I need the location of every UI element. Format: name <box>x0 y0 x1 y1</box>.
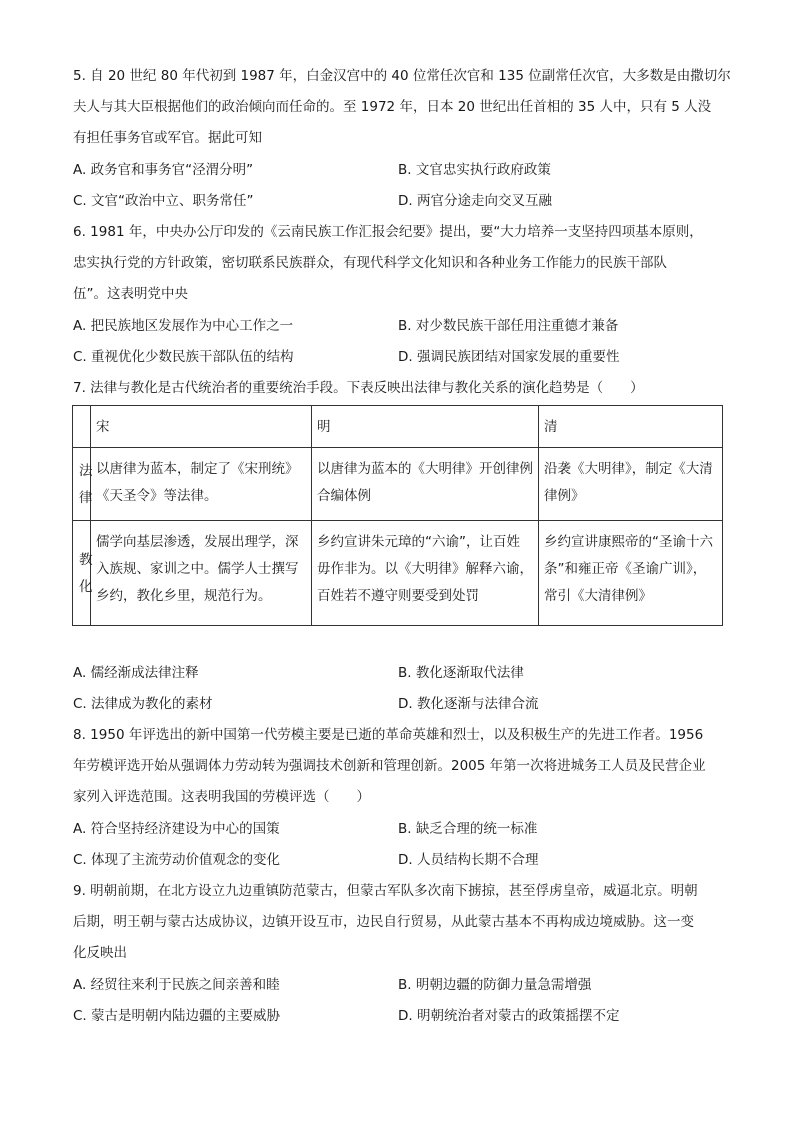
q7-header-ming: 明 <box>312 406 539 448</box>
q7-stem: 7. 法律与教化是古代统治者的重要统治手段。下表反映出法律与教化关系的演化趋势是（ ） <box>73 380 644 396</box>
q7-table-row-law <box>73 448 723 521</box>
q7-cell-law-song: 以唐律为蓝本，制定了《宋刑统》《天圣令》等法律。 <box>91 448 312 521</box>
q5-option-b: B. 文官忠实执行政府政策 <box>398 162 551 178</box>
q7-row-head-law-char-2: 律 <box>79 490 93 506</box>
q8-stem-line-1: 8. 1950 年评选出的新中国第一代劳模主要是已逝的革命英雄和烈士，以及积极生产的先进工作者。1956 <box>73 727 704 743</box>
q7-header-song: 宋 <box>91 406 312 448</box>
q6-option-d: D. 强调民族团结对国家发展的重要性 <box>398 349 620 365</box>
q7-row-head-law-char-1: 法 <box>79 463 93 479</box>
q8-option-b: B. 缺乏合理的统一标准 <box>398 821 538 837</box>
q7-header-empty <box>73 406 91 448</box>
q7-option-d: D. 教化逐渐与法律合流 <box>398 696 539 712</box>
q7-row-head-edu <box>73 521 91 626</box>
q9-option-a: A. 经贸往来利于民族之间亲善和睦 <box>73 977 280 993</box>
q7-row-head-law <box>73 448 91 521</box>
q5-stem-line-2: 夫人与其大臣根据他们的政治倾向而任命的。至 1972 年，日本 20 世纪出任首相的 35 人中，只有 5 人没 <box>73 99 712 115</box>
q7-row-head-edu-char-2: 化 <box>79 579 93 595</box>
q7-cell-edu-ming: 乡约宣讲朱元璋的“六谕”，让百姓毋作非为。以《大明律》解释六谕，百姓若不遵守则要受到处罚 <box>312 521 539 626</box>
q7-header-qing: 清 <box>539 406 723 448</box>
q7-row-head-edu-char-1: 教 <box>79 552 93 568</box>
q6-option-c: C. 重视优化少数民族干部队伍的结构 <box>73 349 294 365</box>
q7-option-a: A. 儒经渐成法律注释 <box>73 665 199 681</box>
q5-option-c: C. 文官“政治中立、职务常任” <box>73 193 254 209</box>
q6-stem-line-1: 6. 1981 年，中央办公厅印发的《云南民族工作汇报会纪要》提出，要“大力培养一支坚持四项基本原则， <box>73 224 703 240</box>
q6-stem-line-3: 伍”。这表明党中央 <box>73 286 188 302</box>
q5-stem-line-1: 5. 自 20 世纪 80 年代初到 1987 年，白金汉宫中的 40 位常任次官和 135 位副常任次官，大多数是由撒切尔 <box>73 68 731 84</box>
q5-option-a: A. 政务官和事务官“泾渭分明” <box>73 162 254 178</box>
q9-stem-line-1: 9. 明朝前期，在北方设立九边重镇防范蒙古，但蒙古军队多次南下掳掠，甚至俘虏皇帝，威逼北京。明朝 <box>73 883 698 899</box>
q5-stem-line-3: 有担任事务官或军官。据此可知 <box>73 130 262 146</box>
q9-option-b: B. 明朝边疆的防御力量急需增强 <box>398 977 592 993</box>
q7-cell-edu-qing: 乡约宣讲康熙帝的“圣谕十六条”和雍正帝《圣谕广训》，常引《大清律例》 <box>539 521 723 626</box>
q6-stem-line-2: 忠实执行党的方针政策，密切联系民族群众，有现代科学文化知识和各种业务工作能力的民族干部队 <box>73 255 667 271</box>
q8-stem-line-2: 年劳模评选开始从强调体力劳动转为强调技术创新和管理创新。2005 年第一次将进城务工人员及民营企业 <box>73 758 706 774</box>
q6-option-a: A. 把民族地区发展作为中心工作之一 <box>73 318 294 334</box>
q7-option-c: C. 法律成为教化的素材 <box>73 696 213 712</box>
q7-cell-edu-song: 儒学向基层渗透，发展出理学，深入族规、家训之中。儒学人士撰写乡约，教化乡里，规范行为。 <box>91 521 312 626</box>
q9-option-d: D. 明朝统治者对蒙古的政策摇摆不定 <box>398 1008 620 1024</box>
q8-stem-line-3: 家列入评选范围。这表明我国的劳模评选（ ） <box>73 789 370 805</box>
q8-option-d: D. 人员结构长期不合理 <box>398 852 539 868</box>
q7-table-header-row <box>73 406 723 448</box>
q9-stem-line-2: 后期，明王朝与蒙古达成协议，边镇开设互市，边民自行贸易，从此蒙古基本不再构成边境威胁。这一变 <box>73 914 694 930</box>
q9-stem-line-3: 化反映出 <box>73 945 127 961</box>
q7-cell-law-qing: 沿袭《大明律》，制定《大清律例》 <box>539 448 723 521</box>
q7-table <box>72 405 723 626</box>
q5-option-d: D. 两官分途走向交叉互融 <box>398 193 552 209</box>
q8-option-c: C. 体现了主流劳动价值观念的变化 <box>73 852 281 868</box>
q9-option-c: C. 蒙古是明朝内陆边疆的主要威胁 <box>73 1008 281 1024</box>
q7-table-row-edu <box>73 521 723 626</box>
q6-option-b: B. 对少数民族干部任用注重德才兼备 <box>398 318 619 334</box>
q7-option-b: B. 教化逐渐取代法律 <box>398 665 524 681</box>
q8-option-a: A. 符合坚持经济建设为中心的国策 <box>73 821 280 837</box>
q7-cell-law-ming: 以唐律为蓝本的《大明律》开创律例合编体例 <box>312 448 539 521</box>
